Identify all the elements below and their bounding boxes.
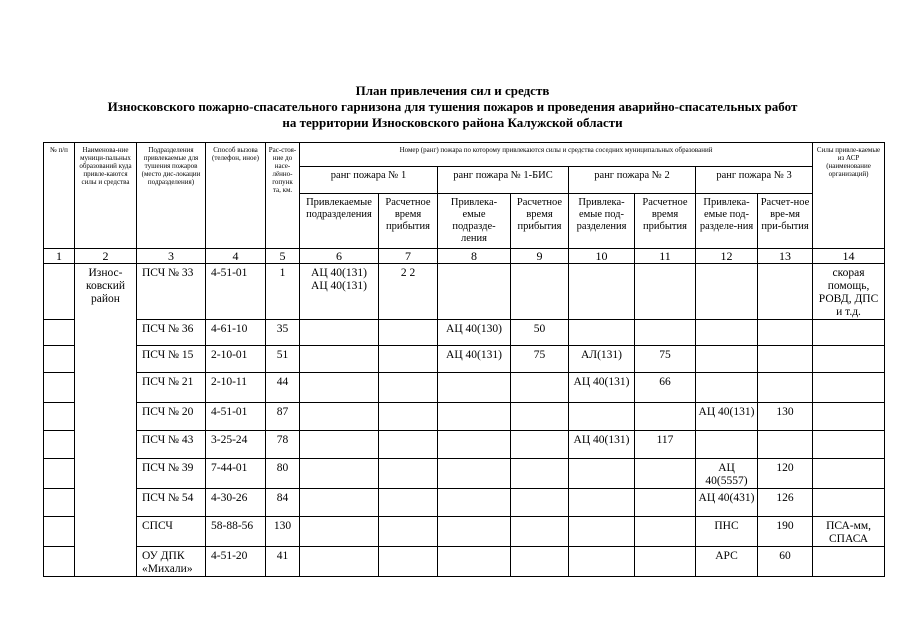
rank1-time-cell [379,459,438,489]
rank2-units-cell: АЦ 40(131) [569,373,635,403]
rank1bis-units-cell [438,489,511,517]
rank1bis-units-cell: АЦ 40(131) [438,346,511,373]
unit-cell: СПСЧ [137,517,206,547]
rank3-time-cell: 130 [758,403,813,431]
rank2-time-cell [635,403,696,431]
rank3-time-cell [758,431,813,459]
rank1-units-cell [300,459,379,489]
table-row [44,346,885,373]
distance-cell: 51 [266,346,300,373]
header-rank-1bis: ранг пожара № 1-БИС [438,167,569,194]
rank2-time-cell [635,320,696,346]
rank3-time-cell [758,346,813,373]
distance-cell: 35 [266,320,300,346]
header-rank-2: ранг пожара № 2 [569,167,696,194]
table-row [44,403,885,431]
asr-forces-cell [813,403,885,431]
asr-forces-cell [813,346,885,373]
distance-cell: 87 [266,403,300,431]
title-line-2: Износковского пожарно-спасательного гарнизона для тушения пожаров и проведения аварийно-спасательных работ [107,99,798,114]
phone-number-cell: 4-51-01 [206,403,266,431]
header-r2-units: Привлека-емые под-разделения [569,194,635,249]
col-num: 5 [266,249,300,264]
rank1-units-cell [300,431,379,459]
rank2-units-cell [569,320,635,346]
table-row [44,320,885,346]
unit-cell: ПСЧ № 54 [137,489,206,517]
rank1-units-cell [300,373,379,403]
unit-cell: ПСЧ № 36 [137,320,206,346]
rank3-time-cell: 126 [758,489,813,517]
asr-forces-cell [813,459,885,489]
rank2-units-cell [569,547,635,577]
phone-number-cell: 7-44-01 [206,459,266,489]
rank2-time-cell [635,459,696,489]
rank1-time-cell [379,489,438,517]
phone-number-cell: 58-88-56 [206,517,266,547]
rank1-time-cell: 2 2 [379,264,438,320]
rank3-time-cell: 60 [758,547,813,577]
rank1-units-cell [300,547,379,577]
header-r1bis-time: Расчетное время прибытия [511,194,569,249]
header-units: Подразделения привлекаемые для тушения пожаров (место дис-локации подразделения) [137,143,206,249]
col-num: 13 [758,249,813,264]
header-r1-time: Расчетное время прибытия [379,194,438,249]
unit-cell: ПСЧ № 15 [137,346,206,373]
asr-forces-cell [813,320,885,346]
rank1bis-units-cell [438,459,511,489]
distance-cell: 80 [266,459,300,489]
rank1-time-cell [379,431,438,459]
rank2-units-cell [569,264,635,320]
unit-cell: ПСЧ № 33 [137,264,206,320]
row-number-cell [44,547,75,577]
rank3-units-cell [696,373,758,403]
rank3-units-cell: ПНС [696,517,758,547]
rank1-units-cell [300,320,379,346]
phone-number-cell: 4-30-26 [206,489,266,517]
rank1-time-cell [379,320,438,346]
row-number-cell [44,403,75,431]
unit-cell: ПСЧ № 20 [137,403,206,431]
rank2-time-cell [635,264,696,320]
header-number: № п/п [44,143,75,249]
forces-plan-table [43,142,885,577]
phone-number-cell: 3-25-24 [206,431,266,459]
table-row [44,431,885,459]
row-number-cell [44,459,75,489]
header-r1bis-units: Привлека-емые подразде-ления [438,194,511,249]
rank1-time-cell [379,346,438,373]
rank3-units-cell [696,431,758,459]
header-asr-forces: Силы привле-каемые из АСР (наименование организаций) [813,143,885,249]
row-number-cell [44,346,75,373]
rank1bis-time-cell [511,459,569,489]
rank1-time-cell [379,517,438,547]
table-row [44,489,885,517]
row-number-cell [44,320,75,346]
col-num: 11 [635,249,696,264]
header-distance: Рас-стоя-ние до насе-лённо-гопунк та, км. [266,143,300,249]
row-number-cell [44,431,75,459]
rank1bis-units-cell [438,373,511,403]
rank1bis-units-cell: АЦ 40(130) [438,320,511,346]
table-row [44,547,885,577]
header-rank-1: ранг пожара № 1 [300,167,438,194]
rank1bis-time-cell [511,403,569,431]
rank1-units-cell: АЦ 40(131) АЦ 40(131) [300,264,379,320]
distance-cell: 41 [266,547,300,577]
header-fire-rank-group: Номер (ранг) пожара по которому привлекаются силы и средства соседних муниципальных образований [300,143,813,167]
rank2-time-cell: 75 [635,346,696,373]
rank1-units-cell [300,346,379,373]
rank3-units-cell [696,264,758,320]
rank2-time-cell [635,517,696,547]
phone-number-cell: 4-51-20 [206,547,266,577]
rank1-time-cell [379,373,438,403]
rank3-units-cell: АЦ 40(5557) [696,459,758,489]
rank2-time-cell [635,547,696,577]
rank2-units-cell [569,459,635,489]
rank1bis-time-cell [511,489,569,517]
table-row [44,264,885,320]
rank2-units-cell [569,403,635,431]
rank1bis-time-cell [511,264,569,320]
rank1bis-time-cell: 50 [511,320,569,346]
col-num: 14 [813,249,885,264]
rank3-units-cell [696,320,758,346]
col-num: 8 [438,249,511,264]
unit-cell: ОУ ДПК «Михали» [137,547,206,577]
distance-cell: 78 [266,431,300,459]
rank2-time-cell: 117 [635,431,696,459]
unit-cell: ПСЧ № 39 [137,459,206,489]
phone-number-cell: 4-61-10 [206,320,266,346]
rank2-units-cell: АЦ 40(131) [569,431,635,459]
rank1bis-units-cell [438,547,511,577]
column-number-row [44,249,885,264]
rank1bis-units-cell [438,264,511,320]
col-num: 10 [569,249,635,264]
rank1bis-units-cell [438,517,511,547]
col-num: 6 [300,249,379,264]
asr-forces-cell [813,431,885,459]
rank1-units-cell [300,403,379,431]
rank2-units-cell [569,517,635,547]
table-row [44,459,885,489]
distance-cell: 44 [266,373,300,403]
col-num: 12 [696,249,758,264]
asr-forces-cell: скорая помощь, РОВД, ДПС и т.д. [813,264,885,320]
rank3-units-cell: АЦ 40(131) [696,403,758,431]
asr-forces-cell: ПСА-мм, СПАСА [813,517,885,547]
row-number-cell [44,264,75,320]
rank3-time-cell: 120 [758,459,813,489]
rank3-time-cell [758,264,813,320]
header-call-method: Способ вызова (телефон, иное) [206,143,266,249]
rank2-time-cell [635,489,696,517]
phone-number-cell: 4-51-01 [206,264,266,320]
distance-cell: 84 [266,489,300,517]
rank3-units-cell: АРС [696,547,758,577]
table-row [44,517,885,547]
municipality-cell: Износ-ковский район [75,264,137,577]
header-r3-time: Расчет-ное вре-мя при-бытия [758,194,813,249]
distance-cell: 1 [266,264,300,320]
table-row [44,373,885,403]
col-num: 3 [137,249,206,264]
header-municipality: Наименова-ние муници-пальных образований куда привле-каются силы и средства [75,143,137,249]
rank1-units-cell [300,517,379,547]
title-line-3: на территории Износковского района Калужской области [282,115,623,130]
rank1-units-cell [300,489,379,517]
row-number-cell [44,517,75,547]
rank3-time-cell [758,373,813,403]
col-num: 9 [511,249,569,264]
rank1bis-units-cell [438,403,511,431]
header-rank-3: ранг пожара № 3 [696,167,813,194]
col-num: 1 [44,249,75,264]
row-number-cell [44,373,75,403]
rank2-units-cell: АЛ(131) [569,346,635,373]
rank1bis-units-cell [438,431,511,459]
rank2-time-cell: 66 [635,373,696,403]
unit-cell: ПСЧ № 21 [137,373,206,403]
rank1bis-time-cell [511,517,569,547]
title-line-1: План привлечения сил и средств [355,83,550,98]
header-r3-units: Привлека-емые под-разделе-ния [696,194,758,249]
col-num: 7 [379,249,438,264]
asr-forces-cell [813,547,885,577]
unit-cell: ПСЧ № 43 [137,431,206,459]
rank1bis-time-cell: 75 [511,346,569,373]
asr-forces-cell [813,489,885,517]
phone-number-cell: 2-10-11 [206,373,266,403]
col-num: 4 [206,249,266,264]
col-num: 2 [75,249,137,264]
rank3-units-cell: АЦ 40(431) [696,489,758,517]
rank2-units-cell [569,489,635,517]
rank3-time-cell: 190 [758,517,813,547]
distance-cell: 130 [266,517,300,547]
header-r1-units: Привлекаемые подразделения [300,194,379,249]
rank1bis-time-cell [511,431,569,459]
rank1-time-cell [379,547,438,577]
asr-forces-cell [813,373,885,403]
header-r2-time: Расчетное время прибытия [635,194,696,249]
rank1bis-time-cell [511,547,569,577]
rank1-time-cell [379,403,438,431]
rank3-units-cell [696,346,758,373]
rank1bis-time-cell [511,373,569,403]
rank3-time-cell [758,320,813,346]
row-number-cell [44,489,75,517]
phone-number-cell: 2-10-01 [206,346,266,373]
